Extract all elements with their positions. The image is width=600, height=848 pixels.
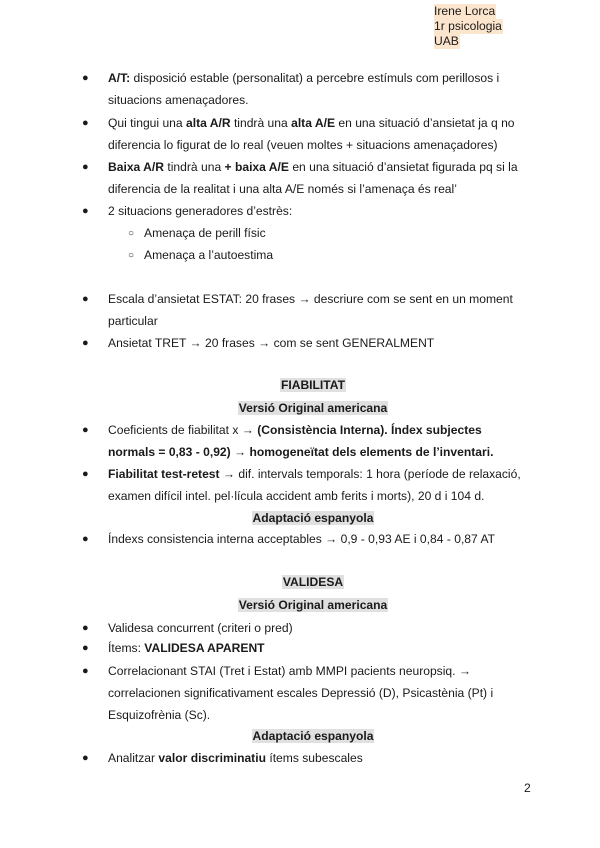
- list-item: Analitzar valor discriminatiu ítems subescales: [108, 751, 363, 765]
- list-item-continuation: normals = 0,83 - 0,92) → homogeneïtat dels elements de l’inventari.: [108, 445, 494, 459]
- bullet-dot: ●: [82, 468, 89, 480]
- list-item: Baixa A/R tindrà una + baixa A/E en una situació d’ansietat figurada pq si la: [108, 160, 518, 174]
- subsection-original: Versió Original americana: [238, 598, 388, 612]
- bullet-dot: ●: [82, 622, 89, 634]
- course-label: 1r psicologia: [434, 19, 502, 33]
- list-item: Correlacionant STAI (Tret i Estat) amb MMPI pacients neuropsiq. →: [108, 664, 471, 678]
- list-item-continuation: particular: [108, 314, 158, 328]
- bullet-dot: ●: [82, 642, 89, 654]
- page-number: 2: [524, 781, 531, 795]
- list-item-continuation: diferencia de la realitat i una alta A/E només si l’amenaça és real’: [108, 182, 457, 196]
- bullet-dot: ●: [82, 337, 89, 349]
- list-item: Índexs consistencia interna acceptables → 0,9 - 0,93 AE i 0,84 - 0,87 AT: [108, 532, 495, 546]
- list-item: Qui tingui una alta A/R tindrà una alta A/E en una situació d’ansietat ja q no: [108, 116, 515, 130]
- section-title-fiabilitat: FIABILITAT: [280, 378, 346, 392]
- list-item-continuation: correlacionen significativament escales Depressió (D), Psicastènia (Pt) i: [108, 686, 494, 700]
- list-item: Validesa concurrent (criteri o pred): [108, 621, 293, 635]
- list-item: Fiabilitat test-retest → dif. intervals temporals: 1 hora (període de relaxació,: [108, 467, 521, 481]
- sub-bullet-circle: ○: [128, 228, 135, 239]
- list-item: Coeficients de fiabilitat x → (Consistència Interna). Índex subjectes: [108, 423, 482, 437]
- list-item: Ansietat TRET → 20 frases → com se sent GENERALMENT: [108, 336, 435, 350]
- list-item: Escala d’ansietat ESTAT: 20 frases → descriure com se sent en un moment: [108, 292, 513, 306]
- author-name: Irene Lorca: [434, 4, 496, 18]
- subsection-adaptacio: Adaptació espanyola: [252, 511, 374, 525]
- bullet-dot: ●: [82, 665, 89, 677]
- bullet-dot: ●: [82, 533, 89, 545]
- bullet-dot: ●: [82, 293, 89, 305]
- section-title-validesa: VALIDESA: [282, 575, 344, 589]
- list-item-continuation: situacions amenaçadores.: [108, 93, 249, 107]
- bullet-dot: ●: [82, 752, 89, 764]
- sub-list-item: Amenaça a l’autoestima: [144, 248, 274, 262]
- list-item-continuation: diferencia lo figurat de lo real (veuen moltes + situacions amenaçadores): [108, 138, 498, 152]
- author-header: [434, 4, 503, 49]
- sub-list-item: Amenaça de perill físic: [144, 226, 266, 240]
- bullet-dot: ●: [82, 72, 89, 84]
- list-item-continuation: Esquizofrènia (Sc).: [108, 708, 211, 722]
- list-item: A/T: disposició estable (personalitat) a percebre estímuls com perillosos i: [108, 71, 500, 85]
- bullet-dot: ●: [82, 205, 89, 217]
- subsection-original: Versió Original americana: [238, 401, 388, 415]
- bullet-dot: ●: [82, 424, 89, 436]
- list-item: Ítems: VALIDESA APARENT: [108, 641, 265, 655]
- sub-bullet-circle: ○: [128, 250, 135, 261]
- bullet-dot: ●: [82, 161, 89, 173]
- bullet-dot: ●: [82, 117, 89, 129]
- list-item: 2 situacions generadores d’estrès:: [108, 204, 293, 218]
- list-item-continuation: examen difícil intel. pel·lícula accident amb ferits i morts), 20 d i 104 d.: [108, 489, 485, 503]
- university-label: UAB: [434, 34, 459, 48]
- subsection-adaptacio: Adaptació espanyola: [252, 729, 374, 743]
